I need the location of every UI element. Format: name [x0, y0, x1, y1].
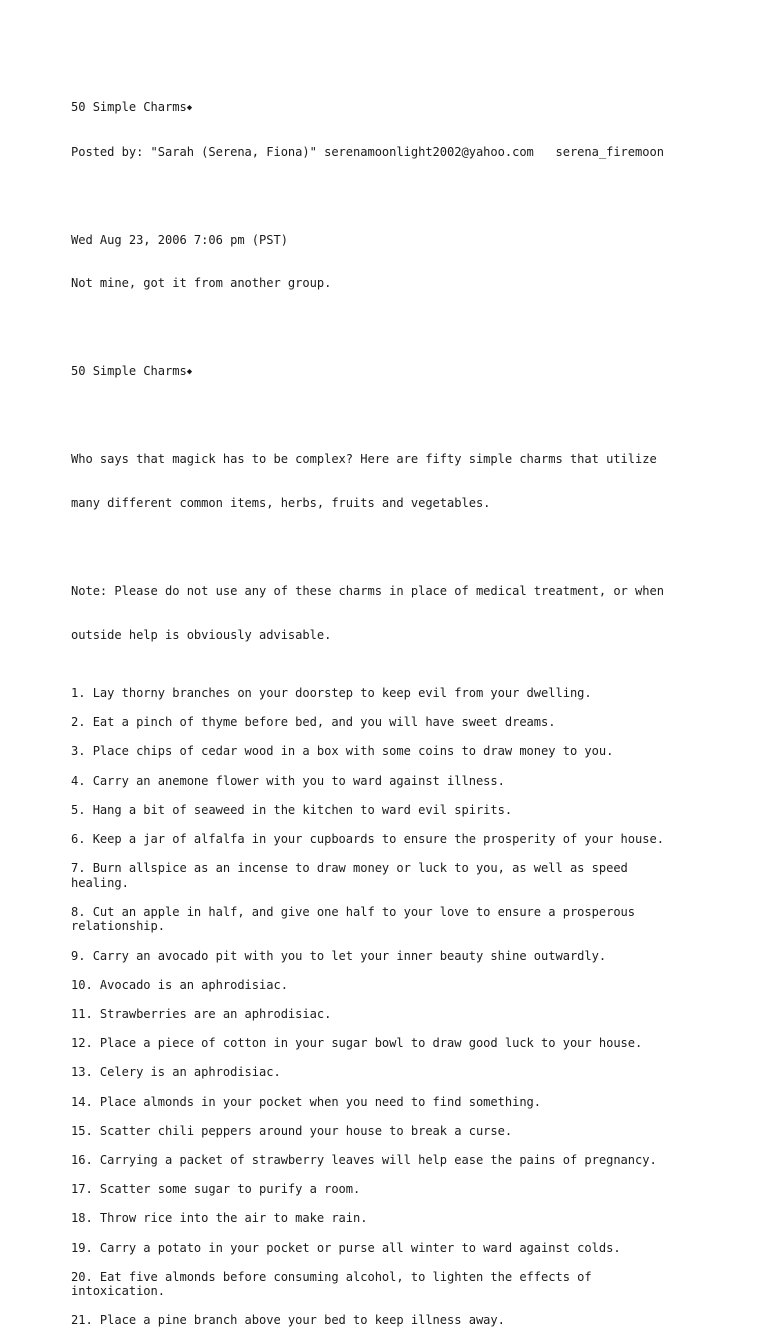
charm-line: 19. Carry a potato in your pocket or purse all winter to ward against colds.	[71, 1240, 621, 1255]
note-paragraph	[71, 555, 711, 672]
charm-line: 6. Keep a jar of alfalfa in your cupboards to ensure the prosperity of your house.	[71, 831, 664, 846]
charm-line: 14. Place almonds in your pocket when you need to find something.	[71, 1094, 542, 1109]
charm-line: 1. Lay thorny branches on your doorstep to keep evil from your dwelling.	[71, 685, 592, 700]
charm-line: 15. Scatter chili peppers around your house to break a curse.	[71, 1123, 513, 1138]
charm-item	[71, 1007, 711, 1022]
charm-item	[71, 1270, 711, 1299]
charm-item	[71, 715, 711, 730]
charm-item	[71, 774, 711, 789]
charm-item	[71, 1065, 711, 1080]
post-title: 50 Simple Charms◆	[71, 100, 193, 115]
diamond-glyph-icon: ◆	[186, 103, 193, 114]
header-block	[71, 71, 711, 189]
charm-item	[71, 905, 711, 934]
date-block	[71, 203, 711, 320]
charm-item	[71, 1124, 711, 1139]
body-heading-block	[71, 335, 711, 409]
diamond-glyph-icon: ◆	[186, 366, 193, 377]
charm-line: 16. Carrying a packet of strawberry leaves will help ease the pains of pregnancy.	[71, 1152, 657, 1167]
charm-item	[71, 1211, 711, 1226]
charm-line: 9. Carry an avocado pit with you to let your inner beauty shine outwardly.	[71, 948, 607, 963]
charm-item	[71, 1095, 711, 1110]
charm-line: 11. Strawberries are an aphrodisiac.	[71, 1007, 332, 1021]
charm-line: 4. Carry an anemone flower with you to ward against illness.	[71, 773, 505, 788]
charm-item	[71, 1153, 711, 1168]
charm-item	[71, 1182, 711, 1197]
body-heading: 50 Simple Charms◆	[71, 363, 193, 378]
charm-item	[71, 861, 711, 890]
intro-paragraph	[71, 423, 711, 540]
charm-line: 17. Scatter some sugar to purify a room.	[71, 1182, 361, 1197]
note-line: Note: Please do not use any of these charms in place of medical treatment, or when	[71, 583, 664, 598]
charm-line: 8. Cut an apple in half, and give one half to your love to ensure a prosperous	[71, 904, 636, 919]
charm-item	[71, 1313, 711, 1328]
intro-line: Who says that magick has to be complex? Here are fifty simple charms that utilize	[71, 452, 657, 467]
note-line: outside help is obviously advisable.	[71, 627, 332, 642]
charm-line: 10. Avocado is an aphrodisiac.	[71, 977, 288, 992]
charm-line: 5. Hang a bit of seaweed in the kitchen to ward evil spirits.	[71, 802, 513, 817]
charm-line: 3. Place chips of cedar wood in a box with some coins to draw money to you.	[71, 744, 614, 759]
charm-line: 7. Burn allspice as an incense to draw money or luck to you, as well as speed	[71, 861, 628, 876]
charm-line: intoxication.	[71, 1284, 166, 1299]
charm-item	[71, 803, 711, 818]
charm-line: relationship.	[71, 919, 166, 934]
charm-line: 18. Throw rice into the air to make rain.	[71, 1211, 368, 1226]
intro-line: many different common items, herbs, fruits and vegetables.	[71, 496, 491, 511]
charm-item	[71, 744, 711, 759]
charm-line: 20. Eat five almonds before consuming alcohol, to lighten the effects of	[71, 1269, 592, 1284]
posted-by-line: Posted by: "Sarah (Serena, Fiona)" serenamoonlight2002@yahoo.com serena_firemoon	[71, 144, 664, 159]
source-note: Not mine, got it from another group.	[71, 276, 332, 291]
charm-item	[71, 1036, 711, 1051]
charm-list	[71, 686, 711, 1328]
charm-line: 2. Eat a pinch of thyme before bed, and you will have sweet dreams.	[71, 715, 556, 730]
document-page	[71, 71, 711, 1343]
charm-line: 13. Celery is an aphrodisiac.	[71, 1065, 281, 1080]
charm-item	[71, 1241, 711, 1256]
charm-line: 21. Place a pine branch above your bed to keep illness away.	[71, 1313, 505, 1328]
charm-item	[71, 686, 711, 701]
charm-line: healing.	[71, 875, 129, 890]
charm-line: 12. Place a piece of cotton in your sugar bowl to draw good luck to your house.	[71, 1036, 643, 1051]
charm-item	[71, 832, 711, 847]
charm-item	[71, 978, 711, 993]
charm-item	[71, 949, 711, 964]
post-date: Wed Aug 23, 2006 7:06 pm (PST)	[71, 232, 288, 247]
